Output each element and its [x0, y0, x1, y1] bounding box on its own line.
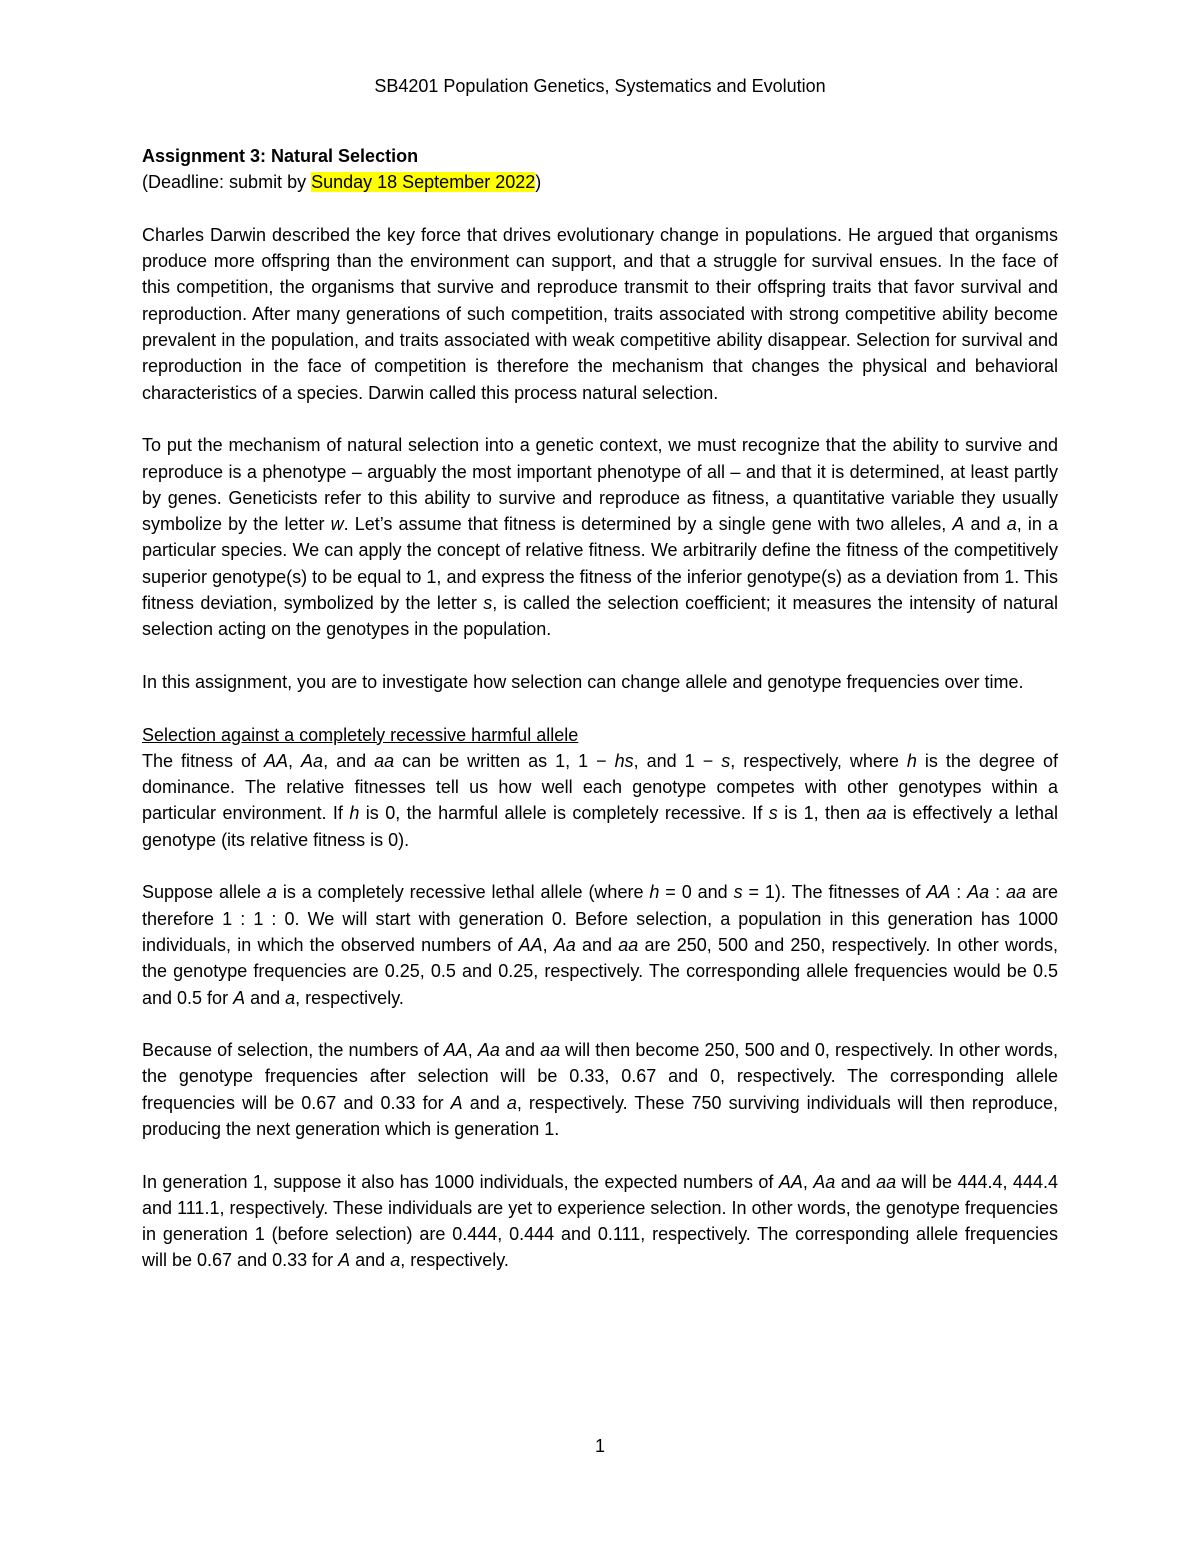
- paragraph-gap: [142, 853, 1058, 879]
- assignment-title: Assignment 3: Natural Selection: [142, 146, 419, 166]
- intro-paragraph-darwin: Charles Darwin described the key force that drives evolutionary change in populations. He argued that organisms produce more offspring than the environment can support, and that a struggle for survival ensues. In the face of this competition, the organisms that survive and reproduce transmit to their offspring traits that favor survival and reproduction. After many generations of such competition, traits associated with strong competitive ability become prevalent in the population, and traits associated with weak competitive ability disappear. Selection for survival and reproduction in the face of competition is therefore the mechanism that changes the physical and behavioral characteristics of a species. Darwin called this process natural selection.: [142, 224, 1058, 403]
- section-paragraph-after-selection: Because of selection, the numbers of AA, Aa and aa will then become 250, 500 and 0, respectively. In other words, the genotype frequencies after selection will be 0.33, 0.67 and 0, respectively. The corresponding allele frequencies will be 0.67 and 0.33 for A and a, respectively. These 750 surviving individuals will then reproduce, producing the next generation which is generation 1.: [142, 1040, 1058, 1139]
- paragraph-gap: [142, 643, 1058, 669]
- paragraph-gap: [142, 1142, 1058, 1168]
- paragraph-gap: [142, 1011, 1058, 1037]
- document-body: [142, 143, 1058, 1274]
- section-paragraph-fitness: The fitness of AA, Aa, and aa can be written as 1, 1 − hs, and 1 − s, respectively, where h is the degree of dominance. The relative fitnesses tell us how well each genotype competes with other genotypes within a particular environment. If h is 0, the harmful allele is completely recessive. If s is 1, then aa is effectively a lethal genotype (its relative fitness is 0).: [142, 750, 1058, 850]
- section-heading: Selection against a completely recessive harmful allele: [142, 724, 579, 745]
- paragraph-gap: [142, 406, 1058, 432]
- running-header: SB4201 Population Genetics, Systematics and Evolution: [374, 76, 826, 96]
- intro-paragraph-fitness: To put the mechanism of natural selection into a genetic context, we must recognize that the ability to survive and reproduce is a phenotype – arguably the most important phenotype of all – and that it is determined, at least partly by genes. Geneticists refer to this ability to survive and reproduce as fitness, a quantitative variable they usually symbolize by the letter w. Let’s assume that fitness is determined by a single gene with two alleles, A and a, in a particular species. We can apply the concept of relative fitness. We arbitrarily define the fitness of the competitively superior genotype(s) to be equal to 1, and express the fitness of the inferior genotype(s) as a deviation from 1. This fitness deviation, symbolized by the letter s, is called the selection coefficient; it measures the intensity of natural selection acting on the genotypes in the population.: [142, 435, 1059, 640]
- deadline-date: Sunday 18 September 2022: [311, 172, 536, 193]
- intro-paragraph-assignment: In this assignment, you are to investigate how selection can change allele and genotype frequencies over time.: [142, 671, 1024, 692]
- paragraph-gap: [142, 695, 1058, 721]
- section-paragraph-generation-0: Suppose allele a is a completely recessive lethal allele (where h = 0 and s = 1). The fitnesses of AA : Aa : aa are therefore 1 : 1 : 0. We will start with generation 0. Before selection, a population in this generation has 1000 individuals, in which the observed numbers of AA, Aa and aa are 250, 500 and 250, respectively. In other words, the genotype frequencies are 0.25, 0.5 and 0.25, respectively. The corresponding allele frequencies would be 0.5 and 0.5 for A and a, respectively.: [142, 882, 1058, 1008]
- section-paragraph-generation-1: In generation 1, suppose it also has 1000 individuals, the expected numbers of AA, Aa and aa will be 444.4, 444.4 and 111.1, respectively. These individuals are yet to experience selection. In other words, the genotype frequencies in generation 1 (before selection) are 0.444, 0.444 and 0.111, respectively. The corresponding allele frequencies will be 0.67 and 0.33 for A and a, respectively.: [142, 1171, 1058, 1271]
- page-number: 1: [594, 1436, 605, 1456]
- paragraph-gap: [142, 196, 1058, 222]
- deadline-suffix: ): [535, 172, 542, 193]
- deadline-prefix: (Deadline: submit by: [142, 172, 312, 193]
- deadline-line: [142, 169, 1058, 195]
